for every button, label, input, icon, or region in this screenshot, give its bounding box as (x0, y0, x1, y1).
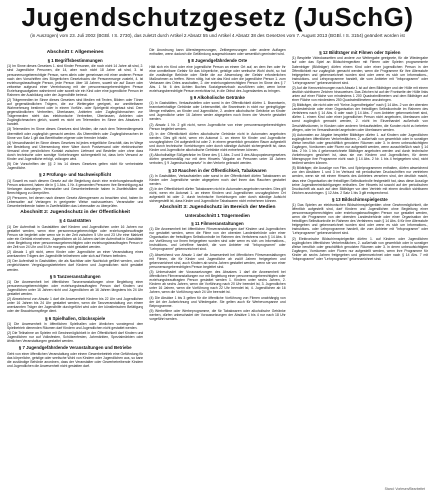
section-heading: § 12 Bildträger mit Filmen oder Spielen (319, 50, 401, 55)
paragraph: (4) Die Absätze 1 bis 3 gelten für die öffentliche Vorführung von Filmen unabhängig von der Art der Aufzeichnung und Wiedergabe. Sie gelten auch für Werbevorspanne und Beiprogramme. (149, 295, 286, 308)
paragraph: Hält sich ein Kind oder eine jugendliche Person an einem Ort auf, an dem ihm oder ihr eine unmittelbare Gefahr für das körperliche, geistige oder seelische Wohl droht, so hat die zuständige Behörde oder Stelle die zur Abwendung der Gefahr erforderlichen Maßnahmen zu treffen. Wenn nötig, hat sie das Kind oder die jugendliche Person 1. zum Verlassen des Ortes anzuhalten, 2. der erziehungsberechtigten Person im Sinne des § 7 Abs. 1 Nr. 6 des Achten Buches Sozialgesetzbuch zuzuführen oder, wenn keine erziehungsberechtigte Person erreichbar ist, in die Obhut des Jugendamtes zu bringen. (149, 64, 286, 93)
section-heading: § 13 Bildschirmspielgeräte (332, 196, 388, 202)
paragraph: (1) Die Anwesenheit bei öffentlichen Filmveranstaltungen darf Kindern und Jugendlichen nur gestattet werden, wenn die Filme von der obersten Landesbehörde oder einer Organisation der freiwilligen Selbstkontrolle im Rahmen des Verfahrens nach § 14 Abs. 6 zur Vorführung vor ihnen freigegeben worden sind oder wenn es sich um Informations-, Instruktions- und Lehrfilme handelt, die vom Anbieter mit "Infoprogramm" oder "Lehrprogramm" gekennzeichnet sind. (149, 227, 286, 252)
section-heading: § 2 Prüfungs- und Nachweispflicht (39, 172, 112, 178)
paragraph: (1) Im Sinne dieses Gesetzes 1. sind Kinder Personen, die noch nicht 14 Jahre alt sind, 2. sind Jugendliche Personen, die 14, aber noch nicht 18 Jahre alt sind, 3. ist personensorgeberechtigte Person, wem allein oder gemeinsam mit einer anderen Person nach den Vorschriften des Bürgerlichen Gesetzbuchs die Personensorge zusteht, 4. ist erziehungsbeauftragte Person, jede Person über 18 Jahren, soweit sie auf Dauer oder zeitweise aufgrund einer Vereinbarung mit der personensorgeberechtigten Person Erziehungsaufgaben wahrnimmt oder soweit sie ein Kind oder eine jugendliche Person im Rahmen der Ausbildung oder der Jugendhilfe betreut. (7, 64, 144, 97)
paragraph: Die Anordnung kann Altersbegrenzungen, Zeitbegrenzungen oder andere Auflagen enthalten, wenn dadurch die Gefährdung ausgeschlossen oder wesentlich gemindert wird. (149, 48, 286, 57)
paragraph: (1) Das Spielen an elektronischen Bildschirmspielgeräten ohne Gewinnmöglichkeit, die öffentlich aufgestellt sind, darf Kindern und Jugendlichen ohne Begleitung einer personensorgeberechtigten oder erziehungsbeauftragten Person nur gestattet werden, wenn die Programme von der obersten Landesbehörde oder einer Organisation der freiwilligen Selbstkontrolle im Rahmen des Verfahrens nach § 14 Abs. 6 für ihre Altersstufe freigegeben und gekennzeichnet worden sind oder wenn es sich um Informations-, Instruktions- oder Lehrprogramme handelt, die vom Anbieter mit "Infoprogramm" oder "Lehrprogramm" gekennzeichnet sind. (291, 203, 428, 236)
section-heading: § 6 Spielhallen, Glücksspiele (45, 315, 106, 321)
paragraph: (3) Telemedien im Sinne dieses Gesetzes sind Medien, die nach dem Telemediengesetz übermittelt oder zugänglich gemacht werden. Als Übermitteln oder Zugänglichmachen im Sinne von Satz 1 gilt das Bereithalten eigener oder fremder Inhalte. (7, 127, 144, 140)
paragraph: (5) Bildträger, die Auszüge von Film- und Spielprogrammen enthalten, dürfen abweichend von den Absätzen 1 und 3 im Verbund mit periodischen Druckschriften nur vertrieben werden, wenn sie mit einem Hinweis des Anbieters versehen sind, der deutlich macht, dass eine Organisation der freiwilligen Selbstkontrolle festgestellt hat, dass diese Auszüge keine Jugendbeeinträchtigungen enthalten. Der Hinweis ist sowohl auf der periodischen Druckschrift als auch auf dem Bildträger vor dem Vertrieb mit einem deutlich sichtbaren Zeichen anzubringen. § 12 Abs. 2 Satz 1 bis 3 gilt entsprechend. (291, 166, 428, 195)
section-heading: § 8 Jugendgefährdende Orte (187, 58, 248, 64)
paragraph: (2) Absatz 1 Nr. 2 gilt nicht, wenn Jugendliche von einer personensorgeberechtigten Person begleitet werden. (149, 122, 286, 131)
paragraph: (2) Trägermedien im Sinne dieses Gesetzes sind Medien mit Texten, Bildern oder Tönen auf gegenständlichen Trägern, die zur Weitergabe geeignet, zur unmittelbaren Wahrnehmung bestimmt oder in einem Vorführ- oder Spielgerät eingebaut sind. Dem gegenständlichen Verbreiten, Überlassen, Anbieten oder Zugänglichmachen von Trägermedien steht das elektronische Verbreiten, Überlassen, Anbieten oder Zugänglichmachen gleich, soweit es nicht um Telemedien im Sinne des Absatzes 3 handelt. (7, 97, 144, 127)
paragraph: (5) Werbefilme oder Werbeprogramme, die für Tabakwaren oder alkoholische Getränke werben, dürfen unbeschadet der Voraussetzungen der Absätze 1 bis 4 nur nach 18 Uhr vorgeführt werden. (149, 308, 286, 321)
section-heading: § 9 Alkoholische Getränke (190, 94, 245, 100)
paragraph: (4) Versandhandel im Sinne dieses Gesetzes ist jedes entgeltliche Geschäft, das im Wege der Bestellung und Übersendung einer Ware durch Postversand oder elektronischen Versand ohne persönlichen Kontakt zwischen Lieferant und Besteller oder ohne dass durch technische oder sonstige Vorkehrungen sichergestellt ist, dass kein Versand an Kinder und Jugendliche erfolgt, vollzogen wird. (7, 140, 144, 161)
paragraph: (2) In der Öffentlichkeit dürfen Tabakwaren nicht in Automaten angeboten werden. Dies gilt nicht, wenn ein Automat 1. an einem Kindern und Jugendlichen unzugänglichen Ort aufgestellt ist oder 2. durch technische Vorrichtungen oder durch ständige Aufsicht sichergestellt ist, dass Kinder und Jugendliche Tabakwaren nicht entnehmen können. (149, 187, 286, 204)
paragraph: (1) Die Anwesenheit bei öffentlichen Tanzveranstaltungen ohne Begleitung einer personensorgeberechtigten oder erziehungsbeauftragten Person darf Kindern und Jugendlichen unter 16 Jahren nicht und Jugendlichen ab 16 Jahren längstens bis 24 Uhr gestattet werden. (7, 279, 144, 297)
paragraph: (2) Absatz 1 gilt nicht, wenn Kinder oder Jugendliche an einer Veranstaltung eines anerkannten Trägers der Jugendhilfe teilnehmen oder sich auf Reisen befinden. (7, 250, 144, 259)
paragraph: (3) Bildträger, die nicht oder mit "Keine Jugendfreigabe" nach § 14 Abs. 2 von der obersten Landesbehörde oder einer Organisation der freiwilligen Selbstkontrolle im Rahmen des Verfahrens nach § 14 Abs. 6 oder nach § 14 Abs. 7 vom Anbieter gekennzeichnet sind, dürfen 1. einem Kind oder einer jugendlichen Person nicht angeboten, überlassen oder sonst zugänglich gemacht werden, 2. nicht im Einzelhandel außerhalb von Geschäftsräumen, in Kiosken oder anderen Verkaufsstellen, die Kunden nicht zu betreten pflegen, oder im Versandhandel angeboten oder überlassen werden. (291, 103, 428, 132)
text-column-2 (149, 48, 285, 484)
paragraph: (1) Die Anwesenheit in öffentlichen Spielhallen oder ähnlichen vorwiegend dem Spielbetrieb dienenden Räumen darf Kindern und Jugendlichen nicht gestattet werden. (7, 321, 144, 330)
section-heading: § 10 Rauchen in der Öffentlichkeit, Tabakwaren (168, 167, 267, 173)
footer-note: Stand: Vorlesen/Bearbeitet (384, 487, 425, 491)
paragraph: (5) Die Vorschriften der §§ 2 bis 14 dieses Gesetzes gelten nicht für verheiratete Jugendliche. (7, 162, 144, 171)
paragraph: (1) In Gaststätten, Verkaufsstellen oder sonst in der Öffentlichkeit dürfen Tabakwaren an Kinder oder Jugendliche weder abgegeben noch darf ihnen das Rauchen gestattet werden. (149, 173, 286, 186)
section-heading: § 1 Begriffsbestimmungen (47, 58, 103, 63)
paragraph: Geht von einer öffentlichen Veranstaltung oder einem Gewerbebetrieb eine Gefährdung für das körperliche, geistige oder seelische Wohl von Kindern oder Jugendlichen aus, so kann die zuständige Behörde anordnen, dass der Veranstalter oder Gewerbetreibende Kindern und Jugendlichen die Anwesenheit nicht gestatten darf. (7, 351, 144, 368)
section-heading: Abschnitt 3: Jugendschutz im Bereich der Medien (159, 205, 276, 211)
section-heading: § 5 Tanzveranstaltungen (49, 273, 101, 279)
document-subtitle: (in Auszügen) vom 23. Juli 2002 (BGBl. I S. 2730), das zuletzt durch Artikel 2 Absatz 55 und Artikel 4 Absatz 38 des Gesetzes vom 7. August 2013 (BGBl. I S. 3154) geändert worden ist (30, 33, 405, 38)
section-heading: Abschnitt I: Allgemeines (46, 50, 104, 55)
text-column-3 (292, 48, 428, 484)
paragraph: (2) Abweichend von Absatz 1 darf die Anwesenheit Kindern bis 22 Uhr und Jugendlichen unter 16 Jahren bis 24 Uhr gestattet werden, wenn die Tanzveranstaltung von einem anerkannten Träger der Jugendhilfe durchgeführt wird oder der künstlerischen Betätigung oder der Brauchtumspflege dient. (7, 297, 144, 314)
document-title: Jugendschutzgesetz (JuSchG) (21, 2, 414, 32)
paragraph: (2) Elektronische Bildschirmspielgeräte dürfen 1. auf Kindern oder Jugendlichen zugänglichen öffentlichen Verkehrsflächen, 2. außerhalb von gewerblich oder in sonstiger Weise beruflich oder geschäftlich genutzten Räumen oder 3. in deren unbeaufsichtigten Zugängen, Vorräumen oder Fluren nur aufgestellt werden, wenn ihre Programme für Kinder ab sechs Jahren freigegeben und gekennzeichnet oder nach § 14 Abs. 7 mit "Infoprogramm" oder "Lehrprogramm" gekennzeichnet sind. (291, 236, 428, 261)
paragraph: (4) Alkoholhaltige Süßgetränke im Sinne des § 1 Abs. 2 und 3 des Alkopopsteuergesetzes dürfen gewerbsmäßig nur mit dem Hinweis "Abgabe an Personen unter 18 Jahren verboten, § 9 Jugendschutzgesetz" in den Verkehr gebracht werden. (149, 153, 286, 166)
paragraph: (3) Unbeschadet der Voraussetzungen des Absatzes 1 darf die Anwesenheit bei öffentlichen Filmveranstaltungen nur mit Begleitung einer personensorgeberechtigten oder erziehungsbeauftragten Person gestattet werden 1. Kindern unter sechs Jahren, 2. Kindern ab sechs Jahren, wenn die Vorführung nach 20 Uhr beendet ist, 3. Jugendlichen unter 16 Jahren, wenn die Vorführung nach 22 Uhr beendet ist, 4. Jugendlichen ab 16 Jahren, wenn die Vorführung nach 24 Uhr beendet ist. (149, 270, 286, 295)
paragraph: (2) Abweichend von Absatz 1 darf die Anwesenheit bei öffentlichen Filmveranstaltungen mit Filmen, die für Kinder und Jugendliche ab zwölf Jahren freigegeben und gekennzeichnet sind, auch Kindern ab sechs Jahren gestattet werden, wenn sie von einer personensorgeberechtigten Person begleitet sind. (149, 252, 286, 269)
paragraph: (2) Personen, bei denen nach diesem Gesetz Altersgrenzen zu beachten sind, haben ihr Lebensalter auf Verlangen in geeigneter Weise nachzuweisen. Veranstalter und Gewerbetreibende haben in Zweifelsfällen das Lebensalter zu überprüfen. (7, 196, 144, 209)
text-column-1 (7, 48, 143, 484)
paragraph: (1) Soweit es nach diesem Gesetz auf die Begleitung durch eine erziehungsbeauftragte Person ankommt, haben die in § 1 Abs. 1 Nr. 4 genannten Personen ihre Berechtigung auf Verlangen darzulegen. Veranstalter und Gewerbetreibende haben in Zweifelsfällen die Berechtigung zu überprüfen. (7, 178, 144, 195)
paragraph: (2) Die Teilnahme an Spielen mit Gewinnmöglichkeit in der Öffentlichkeit darf Kindern und Jugendlichen nur auf Volksfesten, Schützenfesten, Jahrmärkten, Spezialmärkten oder ähnlichen Veranstaltungen gestattet werden. (7, 331, 144, 344)
paragraph: (2) Auf die Kennzeichnungen nach Absatz 1 ist auf dem Bildträger und der Hülle mit einem deutlich sichtbaren Zeichen hinzuweisen. Das Zeichen ist auf der Frontseite der Hülle links unten auf einer Fläche von mindestens 1 200 Quadratmillimetern und dem Bildträger auf einer Fläche von mindestens 250 Quadratmillimetern anzubringen. (291, 85, 428, 103)
paragraph: (1) In Gaststätten, Verkaufsstellen oder sonst in der Öffentlichkeit dürfen 1. Branntwein, branntweinhaltige Getränke oder Lebensmittel, die Branntwein in nicht nur geringfügiger Menge enthalten, an Kinder und Jugendliche, 2. andere alkoholische Getränke an Kinder und Jugendliche unter 16 Jahren weder abgegeben noch ihnen der Verzehr gestattet werden. (149, 101, 286, 122)
paragraph: (1) Der Aufenthalt in Gaststätten darf Kindern und Jugendlichen unter 16 Jahren nur gestattet werden, wenn eine personensorgeberechtigte oder erziehungsbeauftragte Person sie begleitet oder wenn sie in der Zeit zwischen 5 Uhr und 23 Uhr eine Mahlzeit oder ein Getränk einnehmen. Jugendlichen ab 16 Jahren darf der Aufenthalt in Gaststätten ohne Begleitung einer personensorgeberechtigten oder erziehungsbeauftragten Person in der Zeit von 24 Uhr und 5 Uhr morgens nicht gestattet werden. (7, 224, 144, 249)
section-heading: § 4 Gaststätten (59, 218, 91, 224)
paragraph: (1) Bespielte Videokassetten und andere zur Weitergabe geeignete, für die Wiedergabe auf oder das Spiel an Bildschirmgeräten mit Filmen oder Spielen programmierte Datenträger (Bildträger) dürfen einem Kind oder einer jugendlichen Person in der Öffentlichkeit nur zugänglich gemacht werden, wenn die Programme für ihre Altersstufe freigegeben und gekennzeichnet worden sind oder wenn es sich um Informations-, Instruktions- und Lehrprogramme handelt, die vom Anbieter mit "Infoprogramm" oder "Lehrprogramm" gekennzeichnet sind. (291, 56, 428, 85)
section-heading: § 7 Jugendgefährdende Veranstaltungen und Betriebe (18, 345, 132, 351)
paragraph: (3) In der Öffentlichkeit dürfen alkoholische Getränke nicht in Automaten angeboten werden. Dies gilt nicht, wenn ein Automat 1. an einem für Kinder und Jugendliche unzugänglichen Ort aufgestellt ist oder 2. in einem gewerblich genutzten Raum aufgestellt und durch technische Vorrichtungen oder durch ständige Aufsicht sichergestellt ist, dass Kinder und Jugendliche alkoholische Getränke nicht entnehmen können. (149, 131, 286, 153)
text-columns (7, 48, 428, 484)
paragraph: (3) Der Aufenthalt in Gaststätten, die als Nachtbar oder Nachtclub geführt werden, und in vergleichbaren Vergnügungsbetrieben darf Kindern und Jugendlichen nicht gestattet werden. (7, 259, 144, 272)
paragraph: (4) Automaten zur Abgabe bespielter Bildträger dürfen 1. auf Kindern oder Jugendlichen zugänglichen öffentlichen Verkehrsflächen, 2. außerhalb von gewerblich oder in sonstiger Weise beruflich oder geschäftlich genutzten Räumen oder 3. in deren unbeaufsichtigten Zugängen, Vorräumen oder Fluren nur aufgestellt werden, wenn ausschließlich nach § 14 Abs. 2 Nr. 1 bis 4 gekennzeichnete Bildträger angeboten werden und durch technische Vorkehrungen gesichert ist, dass sie von Kindern und Jugendlichen, für deren Altersgruppe ihre Programme nicht nach § 14 Abs. 2 Nr. 1 bis 4 freigegeben sind, nicht bedient werden können. (291, 132, 428, 166)
section-heading: Unterabschnitt 1 Trägermedien (185, 213, 250, 219)
section-heading: § 11 Filmveranstaltungen (191, 220, 244, 226)
section-heading: Abschnitt 2: Jugendschutz in der Öffentlichkeit (20, 210, 131, 216)
